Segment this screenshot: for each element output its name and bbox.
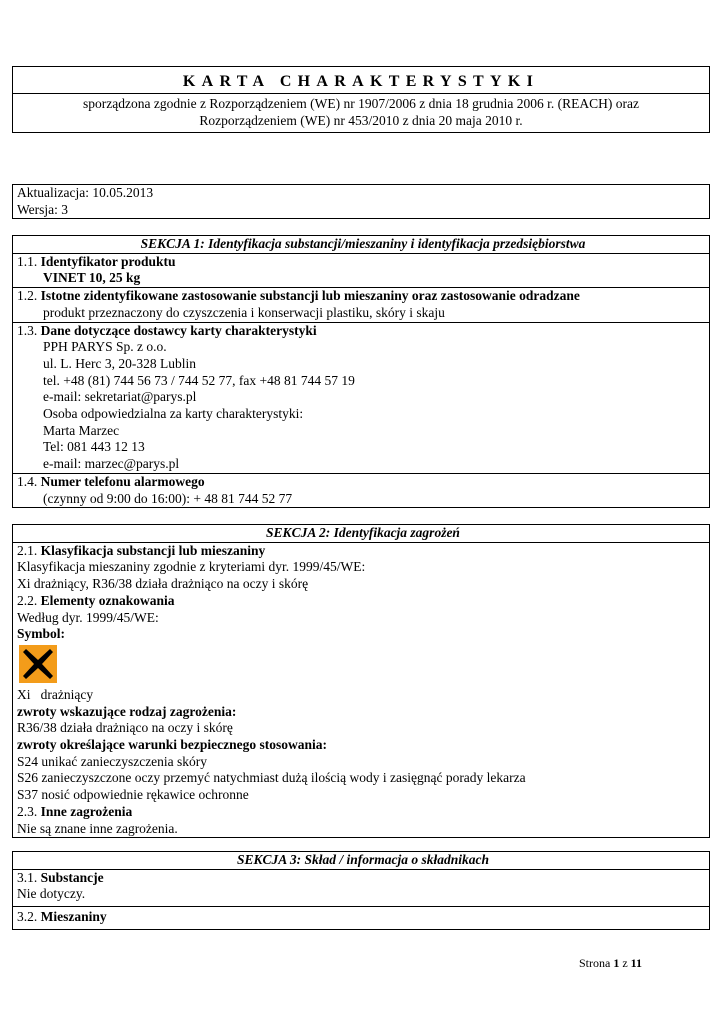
page-number (579, 955, 642, 972)
regulation-line-1: sporządzona zgodnie z Rozporządzeniem (WE) nr 1907/2006 z dnia 18 grudnia 2006 r. (REACH) oraz (83, 96, 639, 111)
supplier-details (17, 339, 709, 473)
risk-phrase: R36/38 działa drażniąco na oczy i skórę (17, 720, 233, 736)
subsection-heading: Elementy oznakowania (40, 592, 175, 608)
classification-text: Klasyfikacja mieszaniny zgodnie z kryteriami dyr. 1999/45/WE: (17, 559, 366, 575)
product-use: produkt przeznaczony do czyszczenia i konserwacji plastiku, skóry i skaju (43, 304, 445, 320)
other-hazards-value: Nie są znane inne zagrożenia. (17, 820, 178, 836)
substances-value: Nie dotyczy. (17, 886, 86, 902)
regulation-reference (13, 93, 709, 129)
revision-info (12, 184, 710, 219)
xi-irritant-icon (19, 645, 57, 683)
version-number: Wersja: 3 (17, 201, 69, 217)
page-separator: z (619, 956, 631, 970)
symbol-label: Symbol: (17, 626, 66, 642)
supplier-phone: tel. +48 (81) 744 56 73 / 744 52 77, fax +48 81 744 57 19 (43, 372, 355, 388)
subsection-number: 1.3. (17, 322, 41, 338)
subsection-1-3 (13, 322, 709, 473)
subsection-1-1 (13, 253, 709, 287)
document-title: KARTA CHARAKTERYSTYKI (182, 73, 540, 90)
section-2 (12, 524, 710, 838)
section-1-title: SEKCJA 1: Identyfikacja substancji/mieszaniny i identyfikacja przedsiębiorstwa (140, 236, 586, 251)
subsection-heading: Mieszaniny (40, 909, 107, 925)
page-total: 11 (630, 956, 642, 970)
subsection-1-4 (13, 473, 709, 507)
classification-value: Xi drażniący, R36/38 działa drażniąco na oczy i skórę (17, 576, 309, 592)
subsection-3-1 (13, 869, 709, 906)
subsection-number: 1.4. (17, 473, 41, 489)
safety-phrase: S37 nosić odpowiednie rękawice ochronne (17, 787, 249, 803)
section-3 (12, 851, 710, 930)
subsection-1-2 (13, 287, 709, 321)
contact-person-label: Osoba odpowiedzialna za karty charakterystyki: (43, 406, 304, 422)
contact-person-name: Marta Marzec (43, 422, 120, 438)
subsection-heading: Identyfikator produktu (40, 253, 176, 269)
subsection-heading: Istotne zidentyfikowane zastosowanie substancji lub mieszaniny oraz zastosowanie odradzane (40, 288, 580, 304)
symbol-caption: Xi drażniący (17, 686, 94, 702)
product-name: VINET 10, 25 kg (43, 270, 141, 286)
risk-phrases-heading: zwroty wskazujące rodzaj zagrożenia: (17, 703, 237, 719)
subsection-number: 1.1. (17, 253, 41, 269)
supplier-email[interactable]: e-mail: sekretariat@parys.pl (43, 389, 197, 405)
supplier-name: PPH PARYS Sp. z o.o. (43, 339, 167, 355)
hazard-x-glyph (19, 645, 57, 683)
subsection-2-body (13, 542, 709, 838)
safety-phrase: S24 unikać zanieczyszczenia skóry (17, 753, 208, 769)
subsection-number: 3.1. (17, 869, 41, 885)
subsection-number: 1.2. (17, 288, 41, 304)
section-1 (12, 235, 710, 508)
emergency-phone: (czynny od 9:00 do 16:00): + 48 81 744 52 77 (43, 490, 293, 506)
subsection-heading: Numer telefonu alarmowego (40, 473, 205, 489)
section-3-title: SEKCJA 3: Skład / informacja o składnikach (236, 852, 490, 867)
safety-phrases-heading: zwroty określające warunki bezpiecznego stosowania: (17, 737, 327, 753)
regulation-line-2: Rozporządzeniem (WE) nr 453/2010 z dnia 20 maja 2010 r. (199, 112, 523, 128)
contact-person-email[interactable]: e-mail: marzec@parys.pl (43, 456, 180, 472)
subsection-number: 2.3. (17, 803, 41, 819)
page-prefix: Strona (578, 956, 614, 970)
section-2-title: SEKCJA 2: Identyfikacja zagrożeń (266, 525, 460, 540)
subsection-heading: Substancje (40, 869, 104, 885)
update-date: Aktualizacja: 10.05.2013 (17, 185, 154, 200)
subsection-number: 2.2. (17, 592, 41, 608)
subsection-number: 3.2. (17, 909, 41, 925)
subsection-heading: Inne zagrożenia (40, 803, 133, 819)
safety-phrase: S26 zanieczyszczone oczy przemyć natychmiast dużą ilością wody i zasięgnąć porady lekarza (17, 770, 526, 786)
subsection-number: 2.1. (17, 542, 41, 558)
document-header (12, 66, 710, 133)
subsection-heading: Dane dotyczące dostawcy karty charakterystyki (40, 322, 317, 338)
supplier-address: ul. L. Herc 3, 20-328 Lublin (43, 355, 196, 371)
page-current: 1 (613, 956, 620, 970)
subsection-3-2 (13, 906, 709, 929)
contact-person-phone: Tel: 081 443 12 13 (43, 439, 145, 455)
labelling-directive: Według dyr. 1999/45/WE: (17, 609, 159, 625)
subsection-heading: Klasyfikacja substancji lub mieszaniny (40, 542, 266, 558)
